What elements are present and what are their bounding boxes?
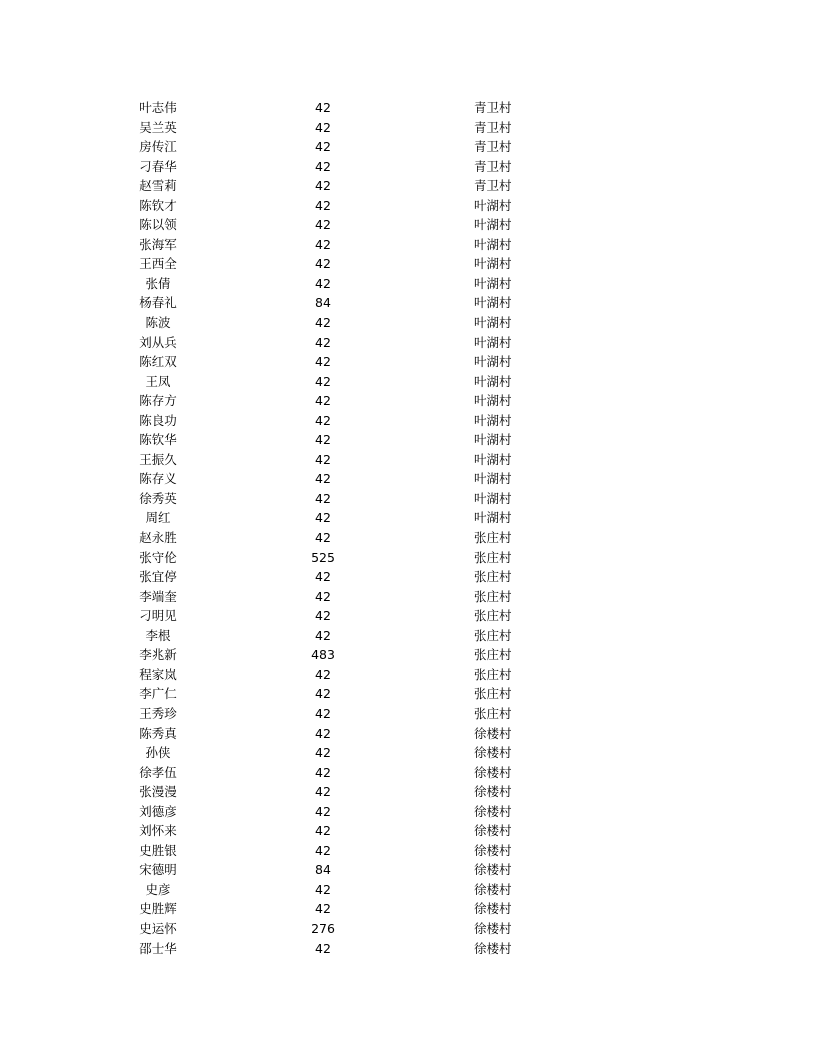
amount-cell: 483 [311, 647, 335, 663]
name-cell: 史胜辉 [139, 901, 177, 917]
name-cell: 刘怀来 [139, 823, 177, 839]
table-row [0, 919, 816, 939]
name-cell: 陈钦才 [139, 197, 177, 213]
name-cell: 史彦 [145, 881, 171, 897]
village-cell: 张庄村 [474, 549, 512, 565]
village-cell: 叶湖村 [474, 412, 512, 428]
village-cell: 叶湖村 [474, 334, 512, 350]
name-cell: 刁明见 [139, 608, 177, 624]
village-cell: 徐楼村 [474, 784, 512, 800]
name-cell: 刘德彦 [139, 803, 177, 819]
amount-cell: 42 [315, 588, 331, 604]
amount-cell: 42 [315, 530, 331, 546]
amount-cell: 42 [315, 842, 331, 858]
village-cell: 徐楼村 [474, 920, 512, 936]
village-cell: 叶湖村 [474, 217, 512, 233]
amount-cell: 42 [315, 373, 331, 389]
name-cell: 叶志伟 [139, 100, 177, 115]
name-cell: 房传江 [139, 139, 177, 155]
name-cell: 王秀珍 [139, 705, 177, 721]
table-row [0, 489, 816, 509]
table-row [0, 508, 816, 528]
village-cell: 徐楼村 [474, 803, 512, 819]
table-row [0, 841, 816, 861]
table-row [0, 802, 816, 822]
name-cell: 徐孝伍 [139, 764, 177, 780]
table-row [0, 215, 816, 235]
village-cell: 徐楼村 [474, 823, 512, 839]
table-row [0, 254, 816, 274]
amount-cell: 42 [315, 901, 331, 917]
village-cell: 叶湖村 [474, 295, 512, 311]
village-cell: 青卫村 [474, 139, 512, 155]
table-row [0, 196, 816, 216]
amount-cell: 42 [315, 178, 331, 194]
table-row [0, 176, 816, 196]
amount-cell: 42 [315, 608, 331, 624]
village-cell: 张庄村 [474, 686, 512, 702]
name-cell: 陈良功 [139, 412, 177, 428]
table-row [0, 157, 816, 177]
amount-cell: 42 [315, 393, 331, 409]
village-cell: 叶湖村 [474, 393, 512, 409]
amount-cell: 42 [315, 256, 331, 272]
village-cell: 叶湖村 [474, 354, 512, 370]
table-row [0, 528, 816, 548]
name-cell: 张漫漫 [139, 784, 177, 800]
table-row [0, 293, 816, 313]
village-cell: 徐楼村 [474, 881, 512, 897]
amount-cell: 84 [315, 862, 331, 878]
name-cell: 张海军 [139, 236, 177, 252]
name-cell: 陈红双 [139, 354, 177, 370]
amount-cell: 276 [311, 920, 335, 936]
name-cell: 赵永胜 [139, 530, 177, 546]
table-row [0, 469, 816, 489]
name-cell: 李兆新 [139, 647, 177, 663]
village-cell: 张庄村 [474, 627, 512, 643]
name-cell: 张宜停 [139, 569, 177, 585]
village-cell: 徐楼村 [474, 764, 512, 780]
name-cell: 邵士华 [139, 940, 177, 956]
amount-cell: 42 [315, 158, 331, 174]
amount-cell: 42 [315, 627, 331, 643]
table-row [0, 411, 816, 431]
table-row [0, 137, 816, 157]
village-cell: 叶湖村 [474, 471, 512, 487]
amount-cell: 42 [315, 217, 331, 233]
village-cell: 叶湖村 [474, 510, 512, 526]
village-cell: 青卫村 [474, 119, 512, 135]
table-row [0, 782, 816, 802]
name-cell: 陈存义 [139, 471, 177, 487]
amount-cell: 42 [315, 745, 331, 761]
name-cell: 陈秀真 [139, 725, 177, 741]
village-cell: 徐楼村 [474, 842, 512, 858]
name-cell: 杨春礼 [139, 295, 177, 311]
name-cell: 陈钦华 [139, 432, 177, 448]
name-cell: 李端奎 [139, 588, 177, 604]
table-row [0, 235, 816, 255]
amount-cell: 42 [315, 315, 331, 331]
amount-cell: 42 [315, 490, 331, 506]
amount-cell: 42 [315, 139, 331, 155]
table-row [0, 450, 816, 470]
amount-cell: 42 [315, 823, 331, 839]
amount-cell: 42 [315, 725, 331, 741]
amount-cell: 42 [315, 197, 331, 213]
table-row [0, 430, 816, 450]
amount-cell: 42 [315, 451, 331, 467]
name-cell: 周红 [145, 510, 171, 526]
name-cell: 赵雪莉 [139, 178, 177, 194]
table-row [0, 352, 816, 372]
name-cell: 史胜银 [139, 842, 177, 858]
amount-cell: 42 [315, 569, 331, 585]
table-row [0, 313, 816, 333]
table-row [0, 704, 816, 724]
village-cell: 叶湖村 [474, 451, 512, 467]
name-cell: 陈波 [145, 315, 171, 331]
table-row [0, 587, 816, 607]
village-cell: 张庄村 [474, 608, 512, 624]
name-cell: 史运怀 [139, 920, 177, 936]
village-cell: 张庄村 [474, 666, 512, 682]
village-cell: 徐楼村 [474, 745, 512, 761]
name-cell: 程家岚 [139, 666, 177, 682]
village-cell: 叶湖村 [474, 432, 512, 448]
name-cell: 徐秀英 [139, 490, 177, 506]
name-cell: 陈存方 [139, 393, 177, 409]
table-row [0, 333, 816, 353]
table-row [0, 626, 816, 646]
amount-cell: 42 [315, 275, 331, 291]
village-cell: 青卫村 [474, 158, 512, 174]
data-table [0, 98, 816, 958]
table-row [0, 548, 816, 568]
table-row [0, 899, 816, 919]
name-cell: 孙侠 [145, 745, 171, 761]
name-cell: 张守伦 [139, 549, 177, 565]
table-row [0, 567, 816, 587]
amount-cell: 42 [315, 764, 331, 780]
amount-cell: 42 [315, 686, 331, 702]
amount-cell: 42 [315, 334, 331, 350]
table-row [0, 606, 816, 626]
village-cell: 青卫村 [474, 100, 512, 115]
table-row [0, 274, 816, 294]
table-row [0, 821, 816, 841]
name-cell: 李根 [145, 627, 171, 643]
village-cell: 叶湖村 [474, 275, 512, 291]
table-row [0, 372, 816, 392]
table-row [0, 939, 816, 959]
village-cell: 徐楼村 [474, 901, 512, 917]
name-cell: 吴兰英 [139, 119, 177, 135]
name-cell: 宋德明 [139, 862, 177, 878]
amount-cell: 42 [315, 119, 331, 135]
name-cell: 陈以领 [139, 217, 177, 233]
village-cell: 叶湖村 [474, 236, 512, 252]
village-cell: 青卫村 [474, 178, 512, 194]
table-row [0, 118, 816, 138]
amount-cell: 42 [315, 354, 331, 370]
amount-cell: 42 [315, 784, 331, 800]
village-cell: 叶湖村 [474, 315, 512, 331]
village-cell: 叶湖村 [474, 197, 512, 213]
name-cell: 刁春华 [139, 158, 177, 174]
table-row [0, 880, 816, 900]
amount-cell: 42 [315, 100, 331, 115]
village-cell: 张庄村 [474, 569, 512, 585]
amount-cell: 84 [315, 295, 331, 311]
village-cell: 叶湖村 [474, 256, 512, 272]
name-cell: 李广仁 [139, 686, 177, 702]
table-row [0, 391, 816, 411]
amount-cell: 42 [315, 666, 331, 682]
village-cell: 张庄村 [474, 705, 512, 721]
table-row [0, 860, 816, 880]
table-row [0, 763, 816, 783]
village-cell: 徐楼村 [474, 940, 512, 956]
village-cell: 叶湖村 [474, 373, 512, 389]
amount-cell: 42 [315, 432, 331, 448]
table-row [0, 724, 816, 744]
amount-cell: 42 [315, 881, 331, 897]
table-row [0, 98, 816, 118]
amount-cell: 42 [315, 940, 331, 956]
amount-cell: 525 [311, 549, 335, 565]
village-cell: 张庄村 [474, 530, 512, 546]
amount-cell: 42 [315, 510, 331, 526]
village-cell: 叶湖村 [474, 490, 512, 506]
table-row [0, 684, 816, 704]
village-cell: 张庄村 [474, 588, 512, 604]
village-cell: 徐楼村 [474, 862, 512, 878]
amount-cell: 42 [315, 705, 331, 721]
name-cell: 刘从兵 [139, 334, 177, 350]
name-cell: 张倩 [145, 275, 171, 291]
village-cell: 张庄村 [474, 647, 512, 663]
name-cell: 王西全 [139, 256, 177, 272]
table-row [0, 665, 816, 685]
table-row [0, 743, 816, 763]
village-cell: 徐楼村 [474, 725, 512, 741]
amount-cell: 42 [315, 803, 331, 819]
amount-cell: 42 [315, 471, 331, 487]
name-cell: 王振久 [139, 451, 177, 467]
name-cell: 王凤 [145, 373, 171, 389]
amount-cell: 42 [315, 412, 331, 428]
amount-cell: 42 [315, 236, 331, 252]
table-row [0, 645, 816, 665]
